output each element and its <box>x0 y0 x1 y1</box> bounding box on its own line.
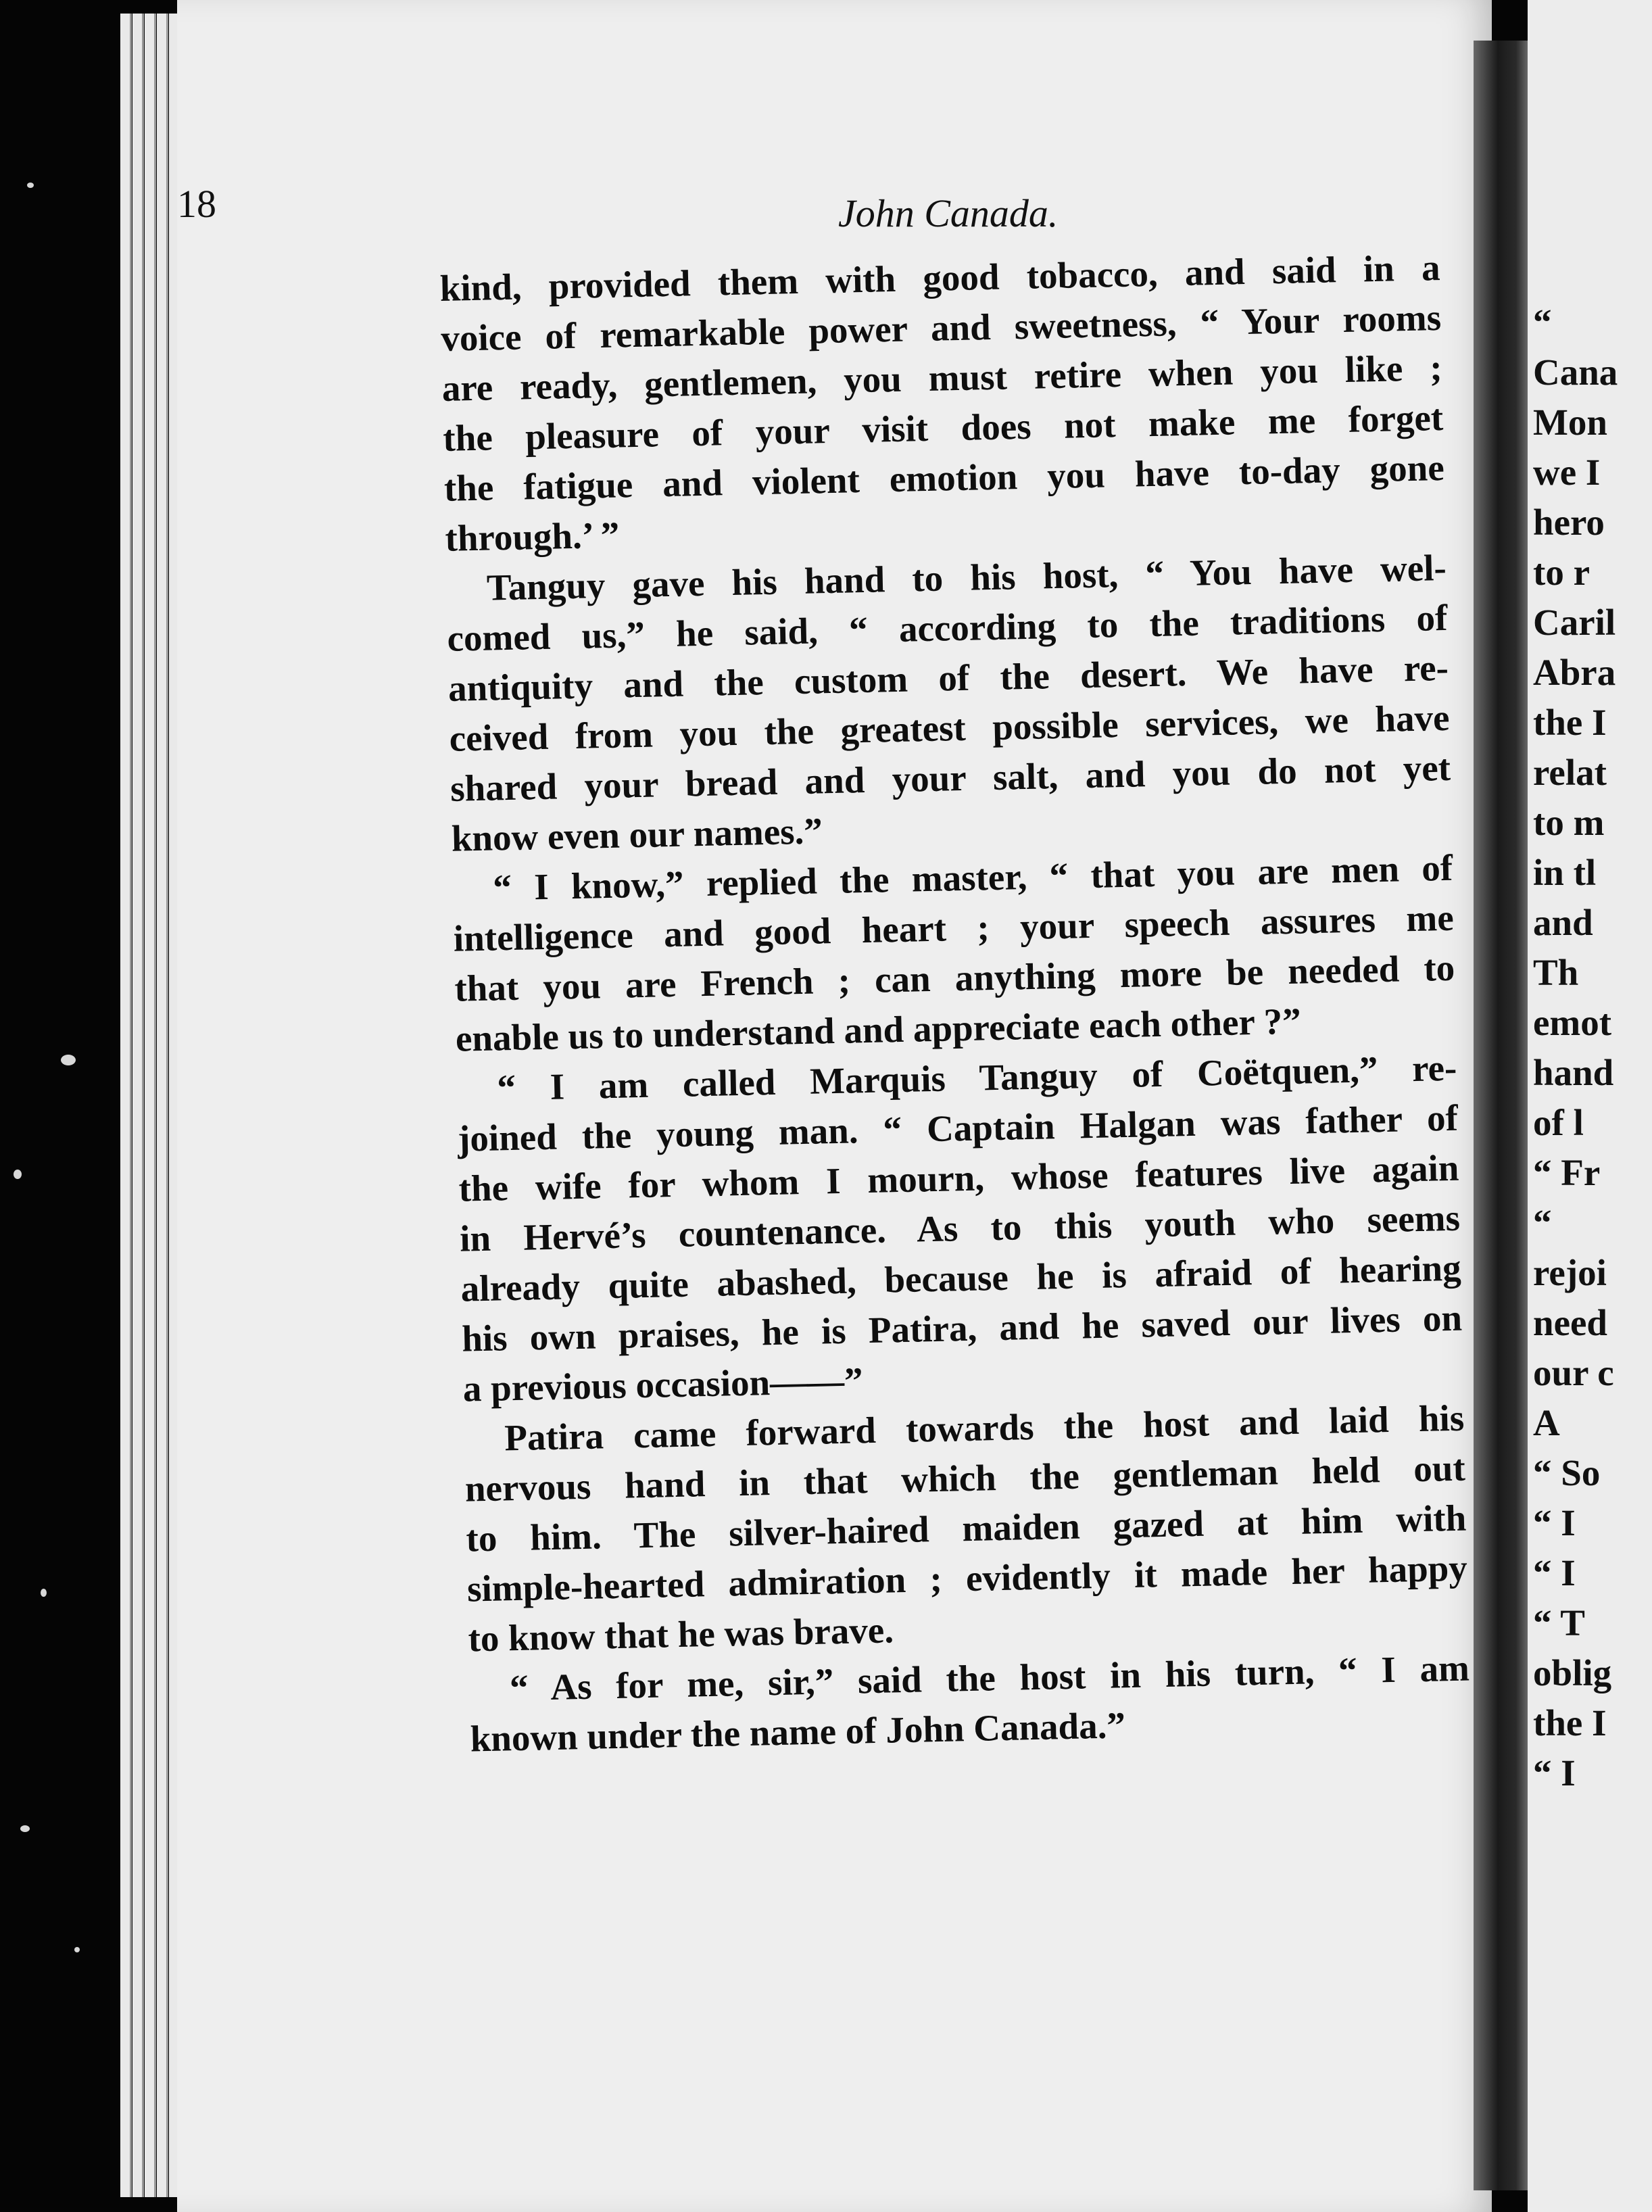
text-line: know even our names.” <box>451 810 823 859</box>
next-page-fragment: A <box>1533 1402 1560 1443</box>
text-line: to him. The silver-haired maiden gazed at him with <box>465 1497 1467 1560</box>
text-line: comed us,” he said, “ according to the traditions of <box>446 596 1448 659</box>
next-page-fragment: emot <box>1533 1002 1612 1043</box>
next-page <box>1528 0 1652 2212</box>
text-line: a previous occasion——” <box>462 1360 864 1410</box>
next-page-fragment: hero <box>1533 502 1605 543</box>
next-page-fragment: Abra <box>1533 652 1616 693</box>
background-speck <box>61 1055 76 1065</box>
next-page-fragment: the I <box>1533 702 1607 743</box>
background-speck <box>20 1825 30 1832</box>
page-body-text <box>439 243 1471 1764</box>
next-page-text <box>1533 297 1618 1798</box>
next-page-fragment: in tl <box>1533 852 1597 893</box>
next-page-fragment: Cana <box>1533 352 1618 393</box>
text-line: known under the name of John Canada.” <box>470 1704 1126 1760</box>
next-page-fragment: of l <box>1533 1102 1584 1143</box>
text-line: his own praises, he is Patira, and he saved our lives on <box>461 1297 1463 1360</box>
background-speck <box>74 1947 80 1952</box>
next-page-fragment: oblig <box>1533 1652 1612 1693</box>
background-speck <box>27 183 34 188</box>
page-edge <box>132 14 144 2197</box>
next-page-fragment: “ <box>1533 302 1552 343</box>
next-page-fragment: “ T <box>1533 1602 1585 1643</box>
next-page-fragment: “ I <box>1533 1752 1576 1794</box>
text-line: simple-hearted admiration ; evidently it made her happy <box>466 1547 1468 1610</box>
text-line: to know that he was brave. <box>467 1609 894 1660</box>
next-page-fragment: “ So <box>1533 1452 1601 1493</box>
next-page-fragment: need <box>1533 1302 1607 1343</box>
next-page-fragment: and <box>1533 902 1593 943</box>
text-line: are ready, gentlemen, you must retire when you like ; <box>441 346 1443 409</box>
text-line: through.’ ” <box>444 514 620 559</box>
next-page-fragment: Mon <box>1533 402 1607 443</box>
next-page-fragment: “ <box>1533 1202 1552 1243</box>
text-line: joined the young man. “ Captain Halgan was father of <box>457 1097 1459 1159</box>
running-head: John Canada. <box>838 191 1059 235</box>
page-edge <box>120 14 132 2197</box>
next-page-fragment: Caril <box>1533 602 1616 643</box>
page-edge <box>157 14 168 2197</box>
text-line: that you are French ; can anything more be needed to <box>454 946 1455 1009</box>
next-page-fragment: hand <box>1533 1052 1614 1093</box>
text-line: in Hervé’s countenance. As to this youth who seems <box>459 1197 1461 1259</box>
next-page-fragment: “ Fr <box>1533 1152 1601 1193</box>
text-line: ceived from you the greatest possible services, we have <box>449 696 1451 759</box>
text-line: “ I am called Marquis Tanguy of Coëtquen,” re- <box>496 1047 1457 1109</box>
text-line: “ As for me, sir,” said the host in his turn, “ I am <box>509 1647 1470 1709</box>
next-page-fragment: rejoi <box>1533 1252 1607 1293</box>
page-number: 18 <box>177 182 216 226</box>
text-line: “ I know,” replied the master, “ that you are men of <box>492 846 1453 909</box>
text-line: voice of remarkable power and sweetness, “ Your rooms <box>440 296 1442 359</box>
background-speck <box>14 1170 22 1179</box>
book-gutter <box>1474 41 1534 2190</box>
text-line: the pleasure of your visit does not make me forget <box>442 396 1444 459</box>
next-page-fragment: relat <box>1533 752 1607 793</box>
next-page-fragment: to m <box>1533 802 1605 843</box>
page-edge <box>145 14 156 2197</box>
text-line: already quite abashed, because he is afraid of hearing <box>460 1247 1462 1309</box>
next-page-fragment: “ I <box>1533 1552 1576 1593</box>
text-line: shared your bread and your salt, and you do not yet <box>450 746 1451 809</box>
text-line: nervous hand in that which the gentleman held out <box>464 1447 1466 1510</box>
next-page-fragment: our c <box>1533 1352 1614 1393</box>
text-line: the wife for whom I mourn, whose features live again <box>458 1147 1459 1209</box>
text-line: antiquity and the custom of the desert. We have re- <box>447 646 1449 709</box>
next-page-fragment: to r <box>1533 552 1590 593</box>
next-page-fragment: Th <box>1533 952 1579 993</box>
text-line: Tanguy gave his hand to his host, “ You have wel- <box>486 546 1447 608</box>
text-line: the fatigue and violent emotion you have to-day gone <box>443 446 1445 509</box>
background-speck <box>41 1589 47 1597</box>
next-page-fragment: “ I <box>1533 1502 1576 1543</box>
next-page-fragment: the I <box>1533 1702 1607 1744</box>
text-line: intelligence and good heart ; your speech assures me <box>453 896 1455 959</box>
text-line: kind, provided them with good tobacco, and said in a <box>439 247 1441 309</box>
next-page-fragment: we I <box>1533 452 1601 493</box>
text-line: enable us to understand and appreciate each other ?” <box>455 1000 1302 1059</box>
text-line: Patira came forward towards the host and laid his <box>504 1397 1465 1459</box>
